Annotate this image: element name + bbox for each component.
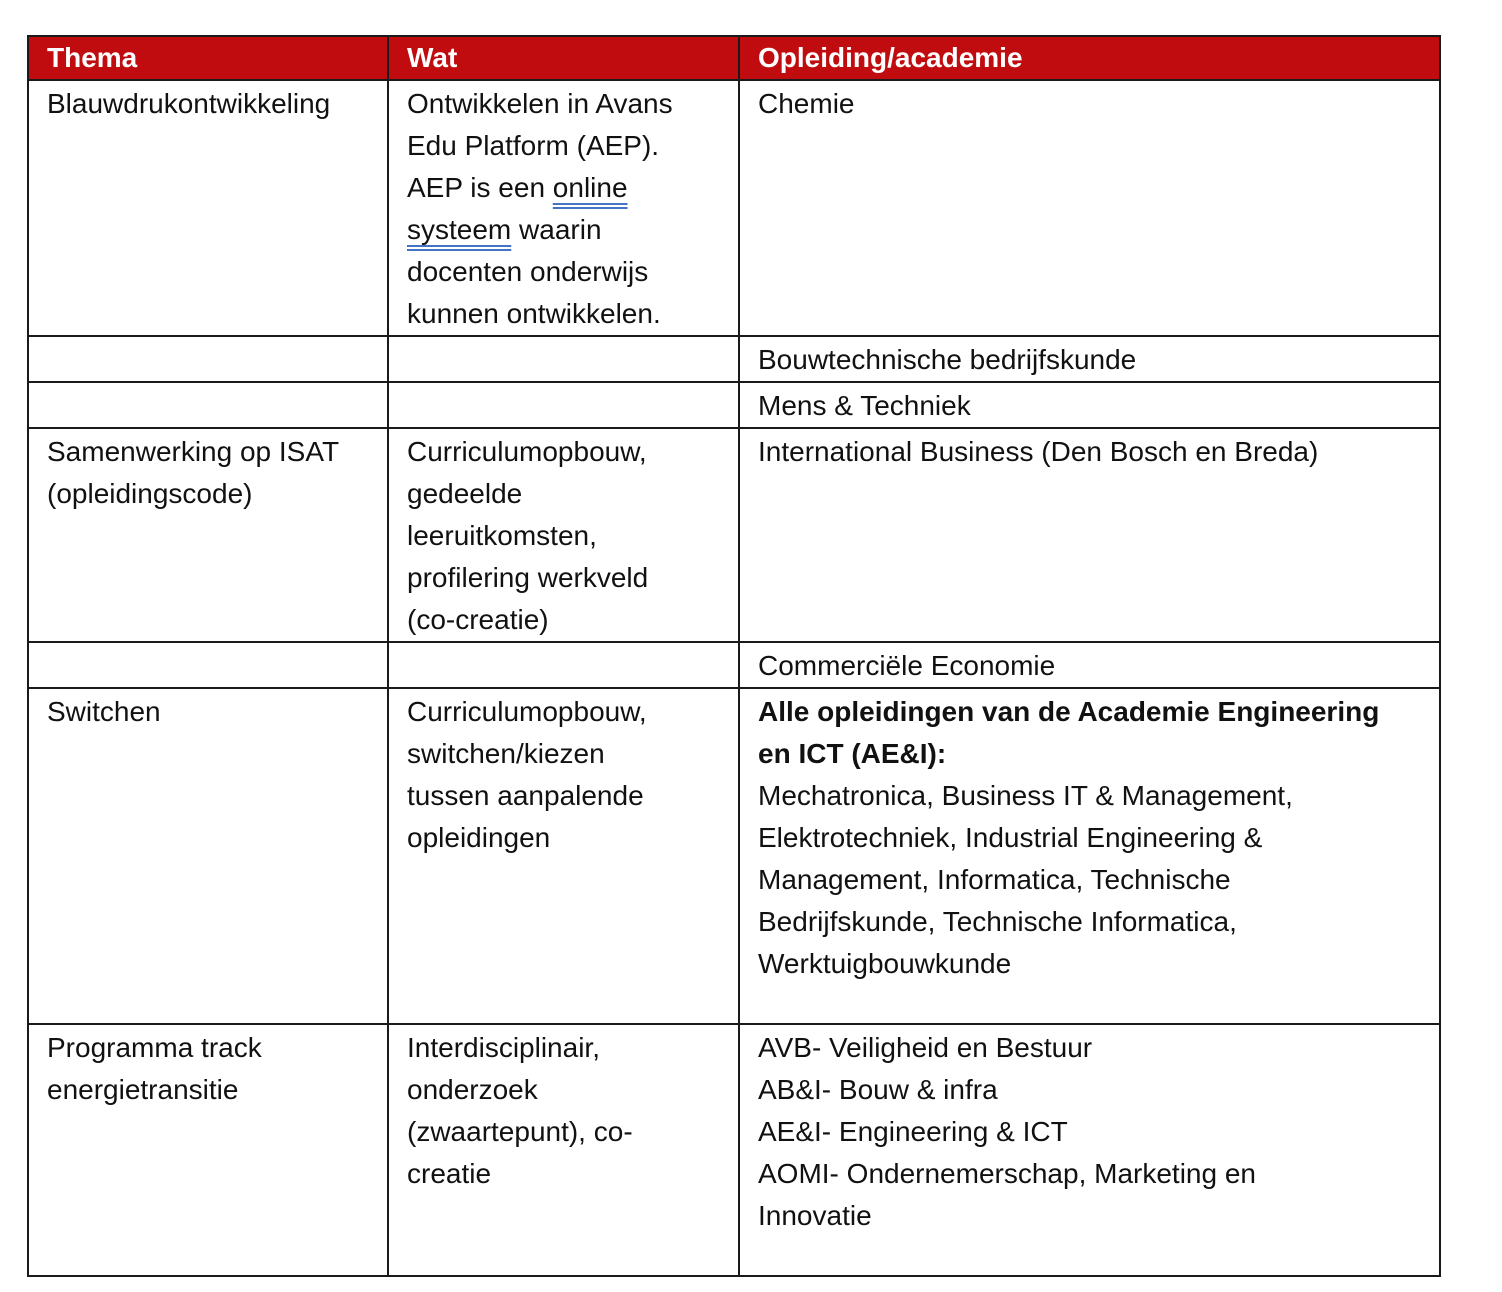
cell-text-line: kunnen ontwikkelen. bbox=[407, 298, 661, 329]
cell-text-line: AOMI- Ondernemerschap, Marketing en bbox=[758, 1158, 1256, 1189]
cell-wat bbox=[388, 336, 739, 382]
cell-text-line: docenten onderwijs bbox=[407, 256, 649, 287]
cell-opleiding bbox=[739, 1024, 1440, 1276]
table-row bbox=[28, 1024, 1440, 1276]
cell-text-line: opleidingen bbox=[407, 822, 551, 853]
table-row bbox=[28, 428, 1440, 642]
cell-heading-line: Alle opleidingen van de Academie Engineering bbox=[758, 696, 1380, 727]
cell-text-line: Curriculumopbouw, bbox=[407, 436, 647, 467]
cell-text-line: leeruitkomsten, bbox=[407, 520, 597, 551]
cell-wat bbox=[388, 688, 739, 1024]
cell-text-line: creatie bbox=[407, 1158, 492, 1189]
cell-text-line: (co-creatie) bbox=[407, 604, 549, 635]
overview-table bbox=[27, 35, 1441, 1277]
cell-text: Blauwdrukontwikkeling bbox=[47, 88, 331, 119]
header-row bbox=[28, 36, 1440, 80]
cell-text-line bbox=[407, 167, 728, 209]
cell-thema bbox=[28, 642, 388, 688]
cell-text: Commerciële Economie bbox=[758, 650, 1056, 681]
table-row bbox=[28, 688, 1440, 1024]
table-row bbox=[28, 382, 1440, 428]
cell-text: Chemie bbox=[758, 88, 855, 119]
cell-wat bbox=[388, 382, 739, 428]
cell-text-line: Elektrotechniek, Industrial Engineering & bbox=[758, 822, 1263, 853]
cell-thema bbox=[28, 382, 388, 428]
cell-opleiding bbox=[739, 642, 1440, 688]
cell-wat bbox=[388, 80, 739, 336]
cell-text-line: gedeelde bbox=[407, 478, 523, 509]
cell-heading-line: en ICT (AE&I): bbox=[758, 738, 947, 769]
cell-text-line: AB&I- Bouw & infra bbox=[758, 1074, 998, 1105]
cell-text-line: onderzoek bbox=[407, 1074, 538, 1105]
cell-opleiding bbox=[739, 80, 1440, 336]
cell-text-line: profilering werkveld bbox=[407, 562, 649, 593]
table-row bbox=[28, 336, 1440, 382]
cell-text-line: Programma track bbox=[47, 1032, 262, 1063]
cell-thema bbox=[28, 336, 388, 382]
cell-thema bbox=[28, 428, 388, 642]
cell-wat bbox=[388, 1024, 739, 1276]
cell-text-line: switchen/kiezen bbox=[407, 738, 605, 769]
cell-text-fragment: waarin bbox=[511, 214, 602, 245]
cell-text: Bouwtechnische bedrijfskunde bbox=[758, 344, 1137, 375]
cell-text-fragment: AEP is een bbox=[407, 172, 553, 203]
cell-text-line: Ontwikkelen in Avans bbox=[407, 88, 673, 119]
cell-text-line: Management, Informatica, Technische bbox=[758, 864, 1231, 895]
cell-text-line: energietransitie bbox=[47, 1074, 239, 1105]
cell-text-line: Edu Platform (AEP). bbox=[407, 130, 660, 161]
cell-text-line: (zwaartepunt), co- bbox=[407, 1116, 633, 1147]
spellcheck-underlined-text: systeem bbox=[407, 214, 512, 245]
header-thema: Thema bbox=[28, 36, 388, 80]
cell-text-line: Werktuigbouwkunde bbox=[758, 948, 1012, 979]
header-wat: Wat bbox=[388, 36, 739, 80]
table-row bbox=[28, 642, 1440, 688]
cell-opleiding bbox=[739, 688, 1440, 1024]
cell-text-line: Innovatie bbox=[758, 1200, 872, 1231]
cell-opleiding bbox=[739, 382, 1440, 428]
cell-text: International Business (Den Bosch en Breda) bbox=[758, 436, 1319, 467]
cell-text-line: Interdisciplinair, bbox=[407, 1032, 600, 1063]
cell-text-line: AVB- Veiligheid en Bestuur bbox=[758, 1032, 1093, 1063]
cell-text-line: Bedrijfskunde, Technische Informatica, bbox=[758, 906, 1237, 937]
cell-text: Switchen bbox=[47, 696, 161, 727]
cell-opleiding bbox=[739, 428, 1440, 642]
cell-text-line: Mechatronica, Business IT & Management, bbox=[758, 780, 1293, 811]
cell-text-line: tussen aanpalende bbox=[407, 780, 644, 811]
cell-text: Mens & Techniek bbox=[758, 390, 971, 421]
table-row bbox=[28, 80, 1440, 336]
cell-opleiding bbox=[739, 336, 1440, 382]
cell-thema bbox=[28, 688, 388, 1024]
header-opleiding: Opleiding/academie bbox=[739, 36, 1440, 80]
cell-thema bbox=[28, 1024, 388, 1276]
cell-wat bbox=[388, 642, 739, 688]
cell-text-line: AE&I- Engineering & ICT bbox=[758, 1116, 1068, 1147]
cell-text-line: Samenwerking op ISAT bbox=[47, 436, 340, 467]
cell-thema bbox=[28, 80, 388, 336]
cell-text-line: (opleidingscode) bbox=[47, 478, 253, 509]
cell-wat bbox=[388, 428, 739, 642]
cell-text-line: Curriculumopbouw, bbox=[407, 696, 647, 727]
cell-text-line bbox=[407, 209, 728, 251]
spellcheck-underlined-text: online bbox=[552, 172, 628, 203]
